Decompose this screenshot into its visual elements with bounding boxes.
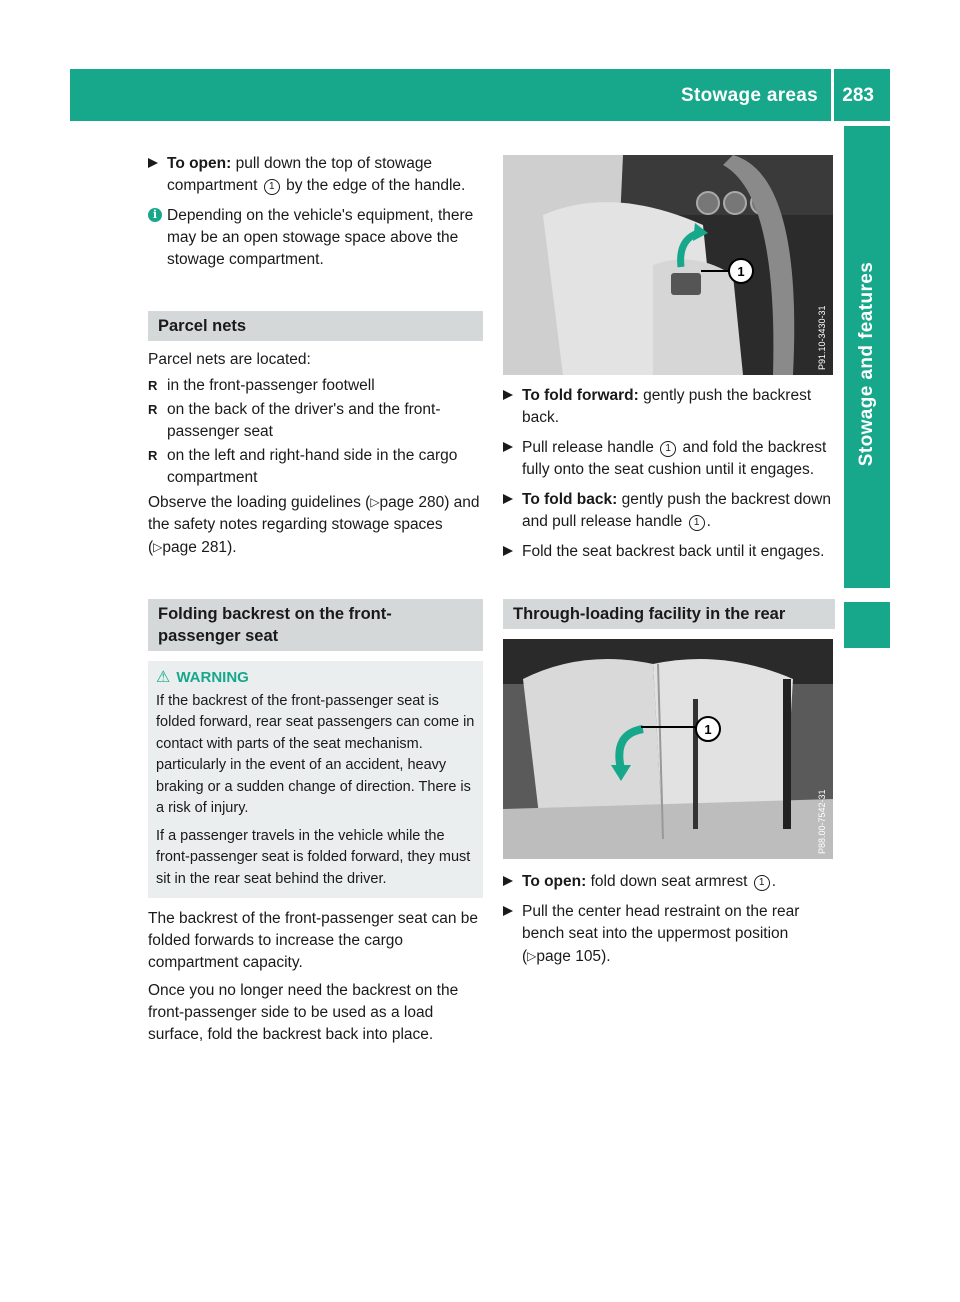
list-item <box>148 399 483 443</box>
bullet-icon: R <box>148 378 158 393</box>
list-item-text: on the back of the driver's and the front-passenger seat <box>167 401 441 440</box>
warning-box <box>148 661 483 898</box>
body-text: ) and the safety notes regarding stowage spaces ( <box>148 494 480 556</box>
step-arrow-icon <box>503 876 513 886</box>
step-label: To fold back: <box>522 491 618 508</box>
warning-title <box>156 667 475 689</box>
list-item-text: in the front-passenger footwell <box>167 377 375 394</box>
step-text: ). <box>601 948 611 965</box>
parcel-nets-intro: Parcel nets are located: <box>148 351 311 368</box>
observe-guidelines <box>148 491 483 559</box>
step-text: gently push the backrest back. <box>522 387 812 426</box>
chapter-tab-marker <box>844 602 890 648</box>
step-fold-backrest-back <box>503 541 835 563</box>
list-item <box>148 375 483 397</box>
step-text: . <box>771 873 777 890</box>
step-arrow-icon <box>503 390 513 400</box>
image-front-seat-release-handle <box>503 155 833 375</box>
right-column <box>503 155 835 976</box>
section-heading-folding-backrest: Folding backrest on the front-passenger seat <box>148 599 483 651</box>
bullet-icon: R <box>148 402 158 417</box>
page-link[interactable]: page 280 <box>379 494 445 511</box>
image-code: P91.10-3430-31 <box>817 305 827 370</box>
page-number: 283 <box>842 85 874 106</box>
step-arrow-icon <box>503 494 513 504</box>
body-text: Observe the loading guidelines ( <box>148 494 371 511</box>
step-arrow-icon <box>148 158 158 168</box>
list-item <box>148 445 483 489</box>
warning-text: If the backrest of the front-passenger seat is folded forward, rear seat passengers can come in contact with parts of the seat mechanism. particularly in the event of an accident, heavy braking or a sudden change of direction. There is a risk of injury. <box>156 692 475 816</box>
image-callout-1: 1 <box>737 264 745 279</box>
body-paragraph: The backrest of the front-passenger seat can be folded forwards to increase the cargo compartment capacity. <box>148 910 478 971</box>
step-arrow-icon <box>503 442 513 452</box>
left-column <box>148 153 483 1046</box>
step-arrow-icon <box>503 906 513 916</box>
page-link[interactable]: page 105 <box>536 948 602 965</box>
page-header <box>70 69 890 121</box>
warning-text: If a passenger travels in the vehicle while the front-passenger seat is folded forward, they must sit in the rear seat behind the driver. <box>156 827 471 887</box>
seat-handle-illustration <box>503 155 833 375</box>
step-pull-handle <box>503 437 835 481</box>
step-text: Pull release handle <box>522 439 659 456</box>
section-heading-through-loading: Through-loading facility in the rear <box>503 599 835 629</box>
image-code: P88.00-7542-31 <box>817 789 827 854</box>
chapter-tab <box>844 126 890 588</box>
info-text: Depending on the vehicle's equipment, there may be an open stowage space above the stowage compartment. <box>167 207 474 268</box>
step-text: fold down seat armrest <box>586 873 752 890</box>
body-paragraph: Once you no longer need the backrest on the front-passenger side to be used as a load surface, fold the backrest back into place. <box>148 982 459 1043</box>
callout-marker: 1 <box>689 515 705 531</box>
bullet-icon: R <box>148 448 158 463</box>
chapter-tab-label: Stowage and features <box>856 261 877 467</box>
page-ref-arrow-icon: ▷ <box>527 949 537 963</box>
warning-label: WARNING <box>176 669 249 686</box>
step-text: and fold the backrest fully onto the seat cushion until it engages. <box>522 439 827 478</box>
step-label: To open: <box>522 873 587 890</box>
page-ref-arrow-icon: ▷ <box>370 495 380 509</box>
list-item-text: on the left and right-hand side in the cargo compartment <box>167 447 458 486</box>
step-fold-back <box>503 489 835 533</box>
info-note <box>148 205 483 271</box>
step-text: pull down the top of stowage compartment <box>167 155 433 194</box>
step-text: . <box>706 513 711 530</box>
step-text: by the edge of the handle. <box>281 177 466 194</box>
step-text: gently push the backrest down and pull release handle <box>522 491 831 530</box>
callout-marker: 1 <box>754 875 770 891</box>
rear-seat-illustration <box>503 639 833 859</box>
image-callout-1: 1 <box>704 722 712 737</box>
header-divider <box>831 69 834 121</box>
section-title: Stowage areas <box>681 85 818 106</box>
step-arrow-icon <box>503 546 513 556</box>
step-fold-forward <box>503 385 835 429</box>
step-text: Fold the seat backrest back until it engages. <box>522 543 825 560</box>
step-head-restraint <box>503 901 835 968</box>
body-text: ). <box>227 539 237 556</box>
image-rear-seat-armrest <box>503 639 833 859</box>
page-link[interactable]: page 281 <box>162 539 228 556</box>
step-label: To fold forward: <box>522 387 639 404</box>
step-open-stowage <box>148 153 483 197</box>
callout-marker: 1 <box>264 179 280 195</box>
section-heading-parcel-nets: Parcel nets <box>148 311 483 341</box>
step-label: To open: <box>167 155 232 172</box>
step-text: Pull the center head restraint on the rear bench seat into the uppermost position ( <box>522 903 800 965</box>
callout-marker: 1 <box>660 441 676 457</box>
warning-triangle-icon: ⚠ <box>156 669 171 686</box>
page-ref-arrow-icon: ▷ <box>153 540 163 554</box>
info-icon: i <box>148 208 162 222</box>
step-open-armrest <box>503 871 835 893</box>
